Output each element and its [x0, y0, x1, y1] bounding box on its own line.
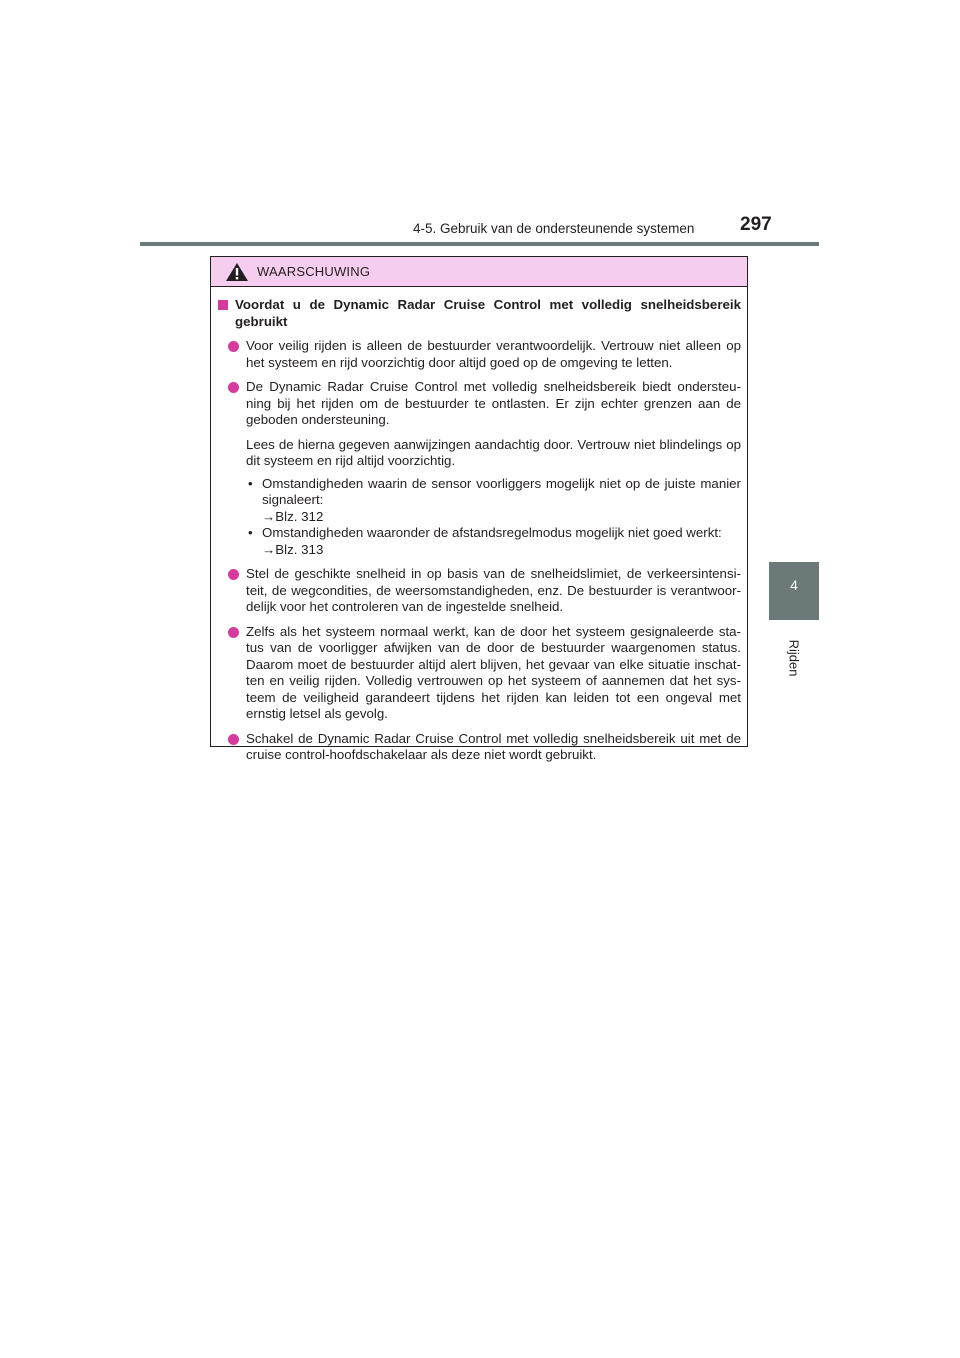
list-item: [216, 731, 741, 764]
square-bullet-icon: [218, 300, 228, 310]
circle-bullet-icon: [228, 382, 239, 393]
item-text-continued: Lees de hierna gegeven aanwijzingen aandachtig door. Vertrouw niet blindelings op dit systeem en rijd altijd voorzichtig.: [246, 436, 741, 468]
page-number: 297: [740, 214, 772, 235]
page-reference: →Blz. 312: [262, 508, 324, 524]
section-heading-text: Voordat u de Dynamic Radar Cruise Control met volledig snelheidsbereik gebruikt: [235, 297, 741, 329]
sub-item: [246, 476, 741, 526]
dot-bullet-icon: •: [248, 475, 253, 491]
item-text: Schakel de Dynamic Radar Cruise Control met volledig snelheidsbereik uit met de cruise control-hoofdschakelaar als deze niet wordt gebruikt.: [246, 730, 741, 762]
list-item: [216, 338, 741, 371]
sub-item: [246, 525, 741, 558]
section-title: 4-5. Gebruik van de ondersteunende systemen: [413, 221, 695, 236]
warning-body: [211, 287, 747, 764]
list-item: [216, 379, 741, 558]
circle-bullet-icon: [228, 734, 239, 745]
section-heading: [216, 297, 741, 330]
warning-title: WAARSCHUWING: [257, 264, 371, 279]
item-text: Stel de geschikte snelheid in op basis van de snelheidslimiet, de verkeersintensi-teit, de wegcondities, de weersomstandigheden, enz. De bestuurder is verantwoor-delijk voor het controleren van de ingestelde snelheid.: [246, 566, 741, 614]
chapter-tab: [769, 562, 819, 620]
warning-items: [216, 338, 741, 764]
sub-list: [246, 476, 741, 559]
dot-bullet-icon: •: [248, 525, 253, 540]
chapter-title-label: Rijden: [786, 639, 802, 677]
circle-bullet-icon: [228, 627, 239, 638]
header-rule: [140, 242, 819, 246]
list-item: [216, 624, 741, 723]
chapter-number: 4: [790, 577, 798, 593]
circle-bullet-icon: [228, 569, 239, 580]
page-reference: →Blz. 313: [262, 541, 324, 557]
chapter-title: [786, 628, 802, 688]
item-text: Zelfs als het systeem normaal werkt, kan de door het systeem gesignaleerde sta-tus van de voorligger afwijken van de door de bestuurder waargenomen status. Daarom moet de bestuurder altijd alert blijven, het gevaar van elke situatie inschat-ten en veilig rijden. Volledig vertrouwen op het systeem of aannemen dat het sys-teem de veiligheid garandeert tijdens het rijden kan leiden tot een ongeval met ernstig letsel als gevolg.: [246, 623, 741, 721]
circle-bullet-icon: [228, 341, 239, 352]
item-text: Voor veilig rijden is alleen de bestuurder verantwoordelijk. Vertrouw niet alleen op het systeem en rijd voorzichtig door altijd goed op de omgeving te letten.: [246, 338, 741, 370]
item-text: De Dynamic Radar Cruise Control met volledig snelheidsbereik biedt ondersteu-ning bij het rijden om de bestuurder te ontlasten. Er zijn echter grenzen aan de geboden ondersteuning.: [246, 379, 741, 427]
warning-triangle-icon: [225, 262, 249, 282]
list-item: [216, 566, 741, 616]
sub-item-text: Omstandigheden waaronder de afstandsregelmodus mogelijk niet goed werkt:: [262, 525, 722, 540]
sub-item-text: Omstandigheden waarin de sensor voorliggers mogelijk niet op de juiste manier signaleert:: [262, 475, 741, 507]
warning-header: [211, 257, 747, 287]
warning-box: [210, 256, 748, 762]
